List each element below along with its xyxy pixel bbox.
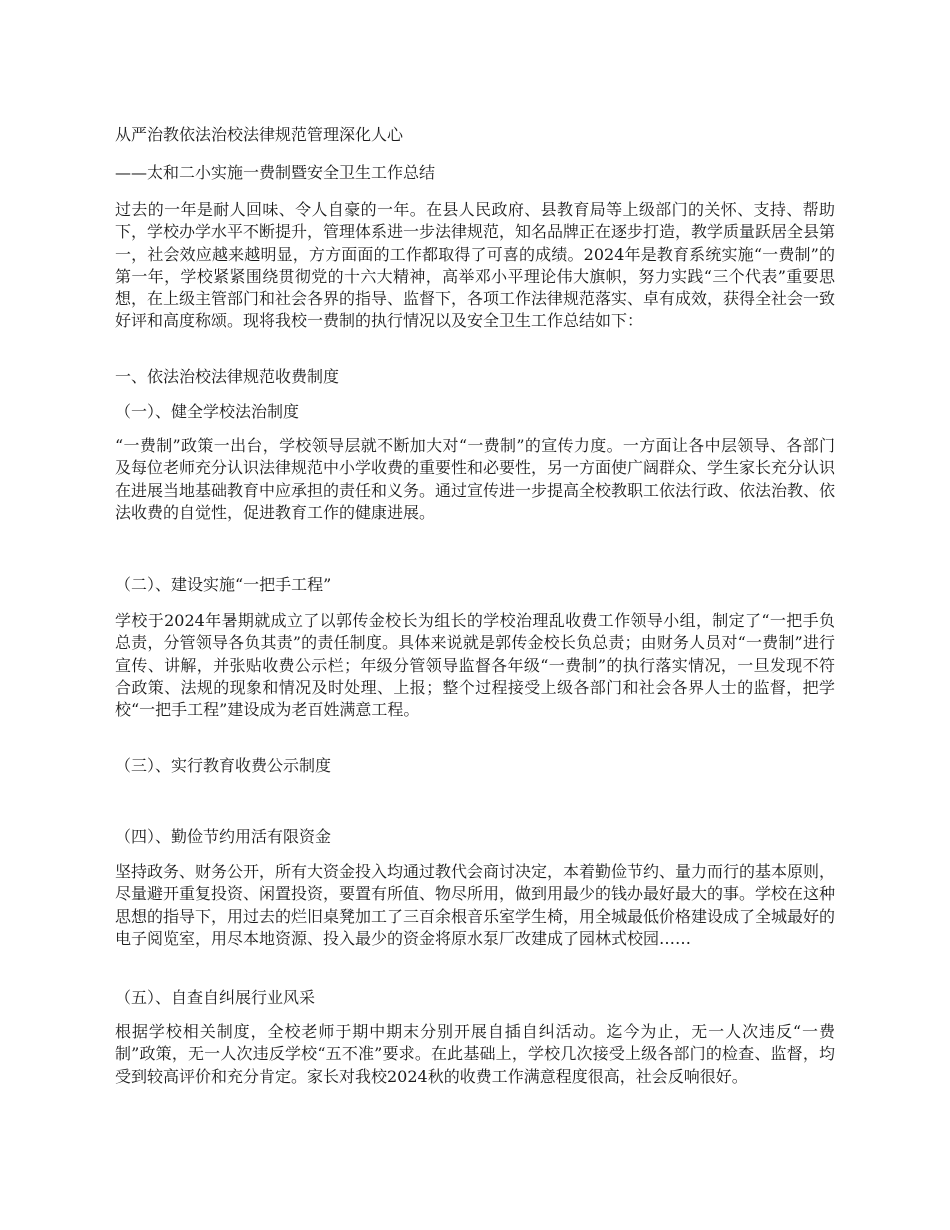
document-subtitle: ——太和二小实施一费制暨安全卫生工作总结 (115, 163, 436, 182)
subsection-1-body: “一费制”政策一出台，学校领导层就不断加大对“一费制”的宣传力度。一方面让各中层领导、各部门及每位老师充分认识法律规范中小学收费的重要性和必要性，另一方面使广阔群众、学生家长充分认识在进展当地基础教育中应承担的责任和义务。通过宣传进一步提高全校教职工依法行政、依法治教、依法收费的自觉性，促进教育工作的健康进展。 (115, 436, 836, 522)
subsection-heading-4: （四）、勤俭节约用活有限资金 (115, 827, 332, 846)
document-title: 从严治教依法治校法律规范管理深化人心 (115, 125, 404, 144)
subsection-5-body: 根据学校相关制度，全校老师于期中期末分别开展自插自纠活动。迄今为止，无一人次违反“一费制”政策，无一人次违反学校“五不准”要求。在此基础上，学校几次接受上级各部门的检查、监督，均受到较高评价和充分肯定。家长对我校2024秋的收费工作满意程度很高，社会反响很好。 (115, 1022, 835, 1086)
subsection-heading-5: （五）、自查自纠展行业风采 (115, 988, 316, 1007)
subsection-4-body: 坚持政务、财务公开，所有大资金投入均通过教代会商讨决定，本着勤俭节约、量力而行的基本原则，尽量避开重复投资、闲置投资，要置有所值、物尽所用，做到用最少的钱办最好最大的事。学校在这种思想的指导下，用过去的烂旧桌凳加工了三百余根音乐室学生椅，用全城最低价格建设成了全城最好的电子阅览室，用尽本地资源、投入最少的资金将原水泵厂改建成了园林式校园…… (115, 862, 836, 948)
intro-paragraph: 过去的一年是耐人回味、令人自豪的一年。在县人民政府、县教育局等上级部门的关怀、支持、帮助下，学校办学水平不断提升，管理体系进一步法律规范，知名品牌正在逐步打造，教学质量跃居全县第一，社会效应越来越明显，方方面面的工作都取得了可喜的成绩。2024年是教育系统实施“一费制”的第一年，学校紧紧围绕贯彻党的十六大精神，高举邓小平理论伟大旗帜，努力实践“三个代表”重要思想，在上级主管部门和社会各界的指导、监督下，各项工作法律规范落实、卓有成效，获得全社会一致好评和高度称颂。现将我校一费制的执行情况以及安全卫生工作总结如下： (115, 200, 836, 331)
subsection-heading-2: （二）、建设实施“一把手工程” (115, 575, 332, 594)
subsection-heading-3: （三）、实行教育收费公示制度 (115, 756, 332, 775)
section-heading-1: 一、依法治校法律规范收费制度 (115, 367, 340, 386)
subsection-2-body: 学校于2024年暑期就成立了以郭传金校长为组长的学校治理乱收费工作领导小组，制定了“一把手负总责，分管领导各负其责”的责任制度。具体来说就是郭传金校长负总责；由财务人员对“一费制”进行宣传、讲解，并张贴收费公示栏；年级分管领导监督各年级“一费制”的执行落实情况，一旦发现不符合政策、法规的现象和情况及时处理、上报；整个过程接受上级各部门和社会各界人士的监督，把学校“一把手工程”建设成为老百姓满意工程。 (115, 611, 835, 720)
subsection-heading-1: （一）、健全学校法治制度 (115, 402, 300, 421)
